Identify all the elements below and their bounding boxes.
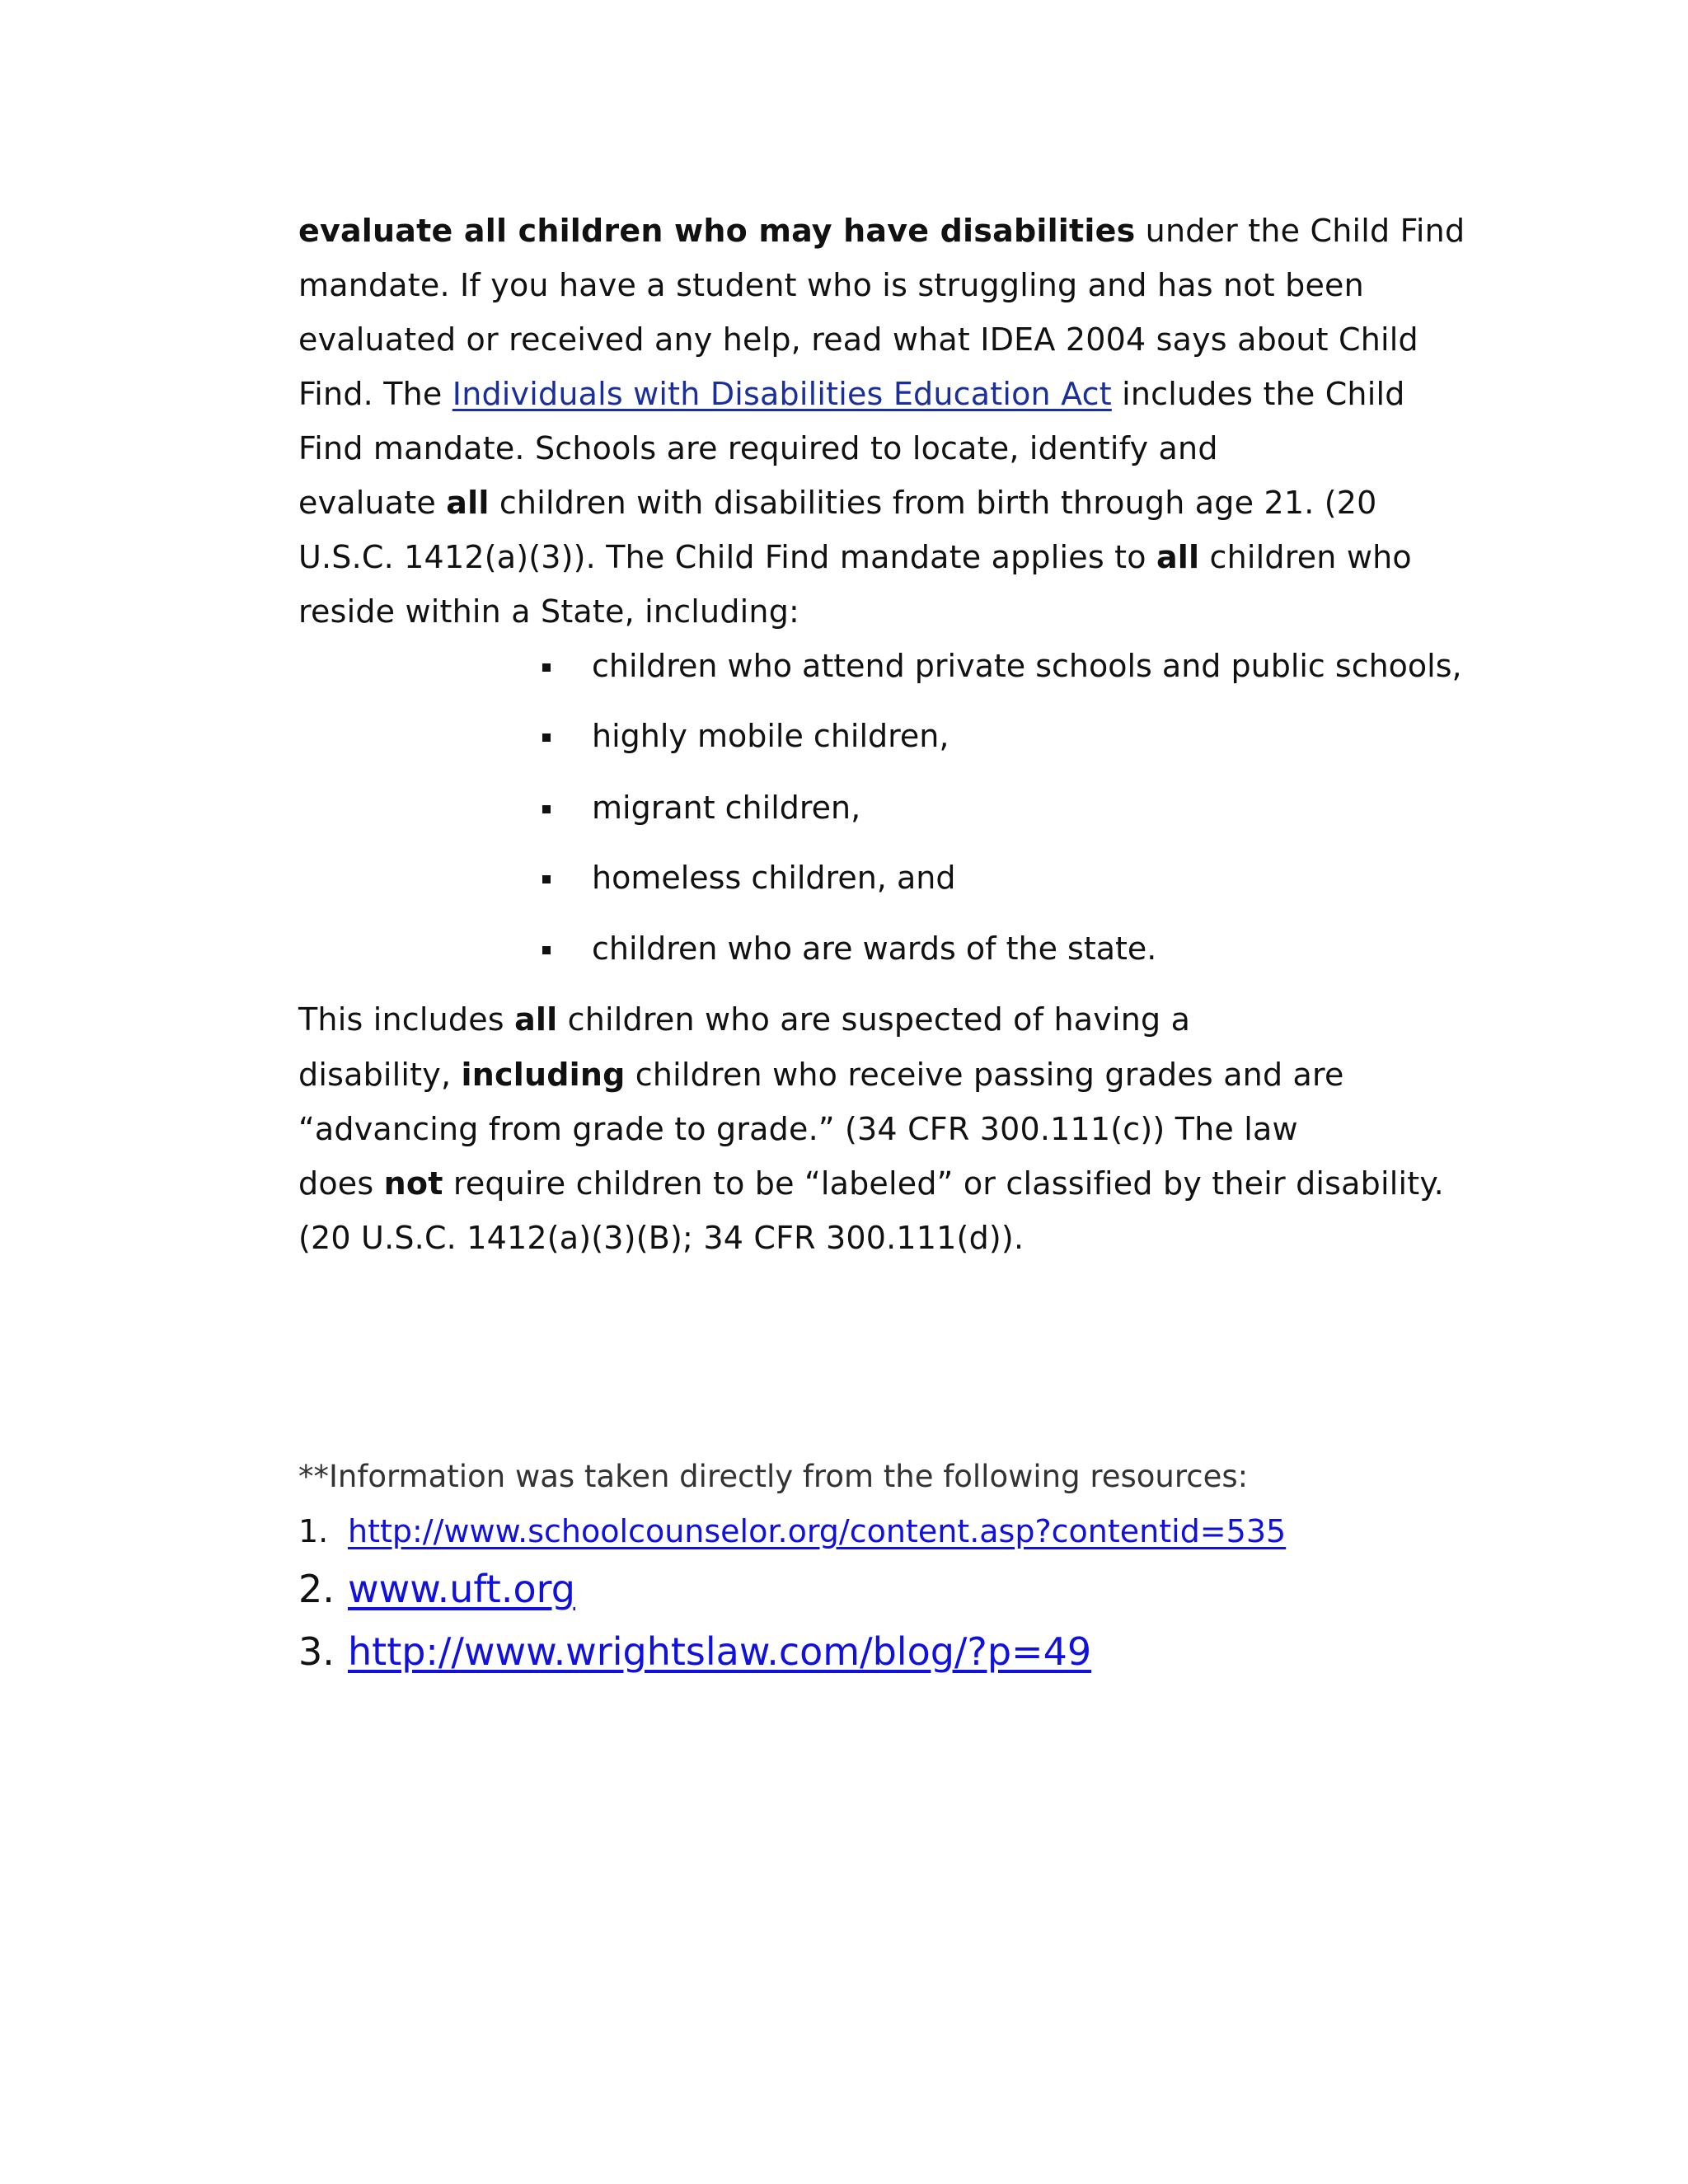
bold-word: all [514,1001,558,1038]
source-link[interactable]: http://www.schoolcounselor.org/content.asp?contentid=535 [348,1513,1287,1549]
paragraph1-line3: evaluated or received any help, read what IDEA 2004 says about Child [298,321,1418,358]
text-run: children who [1199,539,1412,575]
paragraph1-line2: mandate. If you have a student who is struggling and has not been [298,267,1364,303]
source-link[interactable]: http://www.wrightslaw.com/blog/?p=49 [348,1629,1092,1674]
bold-phrase: evaluate all children who may have disabilities [298,213,1136,249]
text-run: This includes [298,1001,515,1038]
text-run: under the Child Find [1135,213,1465,249]
paragraph1-line6 [298,483,1377,523]
bold-word: all [1156,539,1200,575]
square-bullet-icon [542,733,551,742]
list-item-text: children who are wards of the state. [592,930,1157,967]
source-link[interactable]: www.uft.org [348,1567,575,1611]
paragraph1-line1 [298,211,1465,251]
paragraph2-line4 [298,1164,1444,1203]
text-run: does [298,1165,384,1202]
text-run: children who are suspected of having a [557,1001,1191,1038]
bold-word: all [446,485,490,521]
paragraph1-line7 [298,537,1412,577]
square-bullet-icon [542,663,551,672]
paragraph2-line2 [298,1055,1344,1094]
list-item-text: homeless children, and [592,860,956,896]
bold-word: not [383,1165,443,1202]
text-run: includes the Child [1111,376,1405,412]
source-number: 1. [298,1513,329,1549]
list-item-text: migrant children, [592,790,861,826]
square-bullet-icon [542,946,551,954]
paragraph1-line4 [298,374,1405,414]
text-run: evaluate [298,485,447,521]
text-run: children who receive passing grades and are [625,1057,1344,1093]
paragraph2-line3: “advancing from grade to grade.” (34 CFR 300.111(c)) The law [298,1111,1298,1147]
text-run: disability, [298,1057,462,1093]
text-run: children with disabilities from birth through age 21. (20 [489,485,1377,521]
bold-word: including [461,1057,626,1093]
paragraph2-line1 [298,1000,1190,1039]
text-run: Find. The [298,376,452,412]
list-item-text: highly mobile children, [592,718,950,754]
paragraph2-line5: (20 U.S.C. 1412(a)(3)(B); 34 CFR 300.111(d)). [298,1220,1025,1256]
idea-act-link[interactable]: Individuals with Disabilities Education Act [452,376,1112,412]
square-bullet-icon [542,875,551,883]
list-item-text: children who attend private schools and public schools, [592,648,1462,684]
square-bullet-icon [542,805,551,813]
text-run: require children to be “labeled” or classified by their disability. [443,1165,1444,1202]
source-number: 2. [298,1567,335,1611]
paragraph1-line8: reside within a State, including: [298,593,800,630]
paragraph1-line5: Find mandate. Schools are required to locate, identify and [298,430,1218,466]
source-number: 3. [298,1629,335,1674]
sources-note: **Information was taken directly from the following resources: [298,1459,1249,1494]
text-run: U.S.C. 1412(a)(3)). The Child Find mandate applies to [298,539,1156,575]
